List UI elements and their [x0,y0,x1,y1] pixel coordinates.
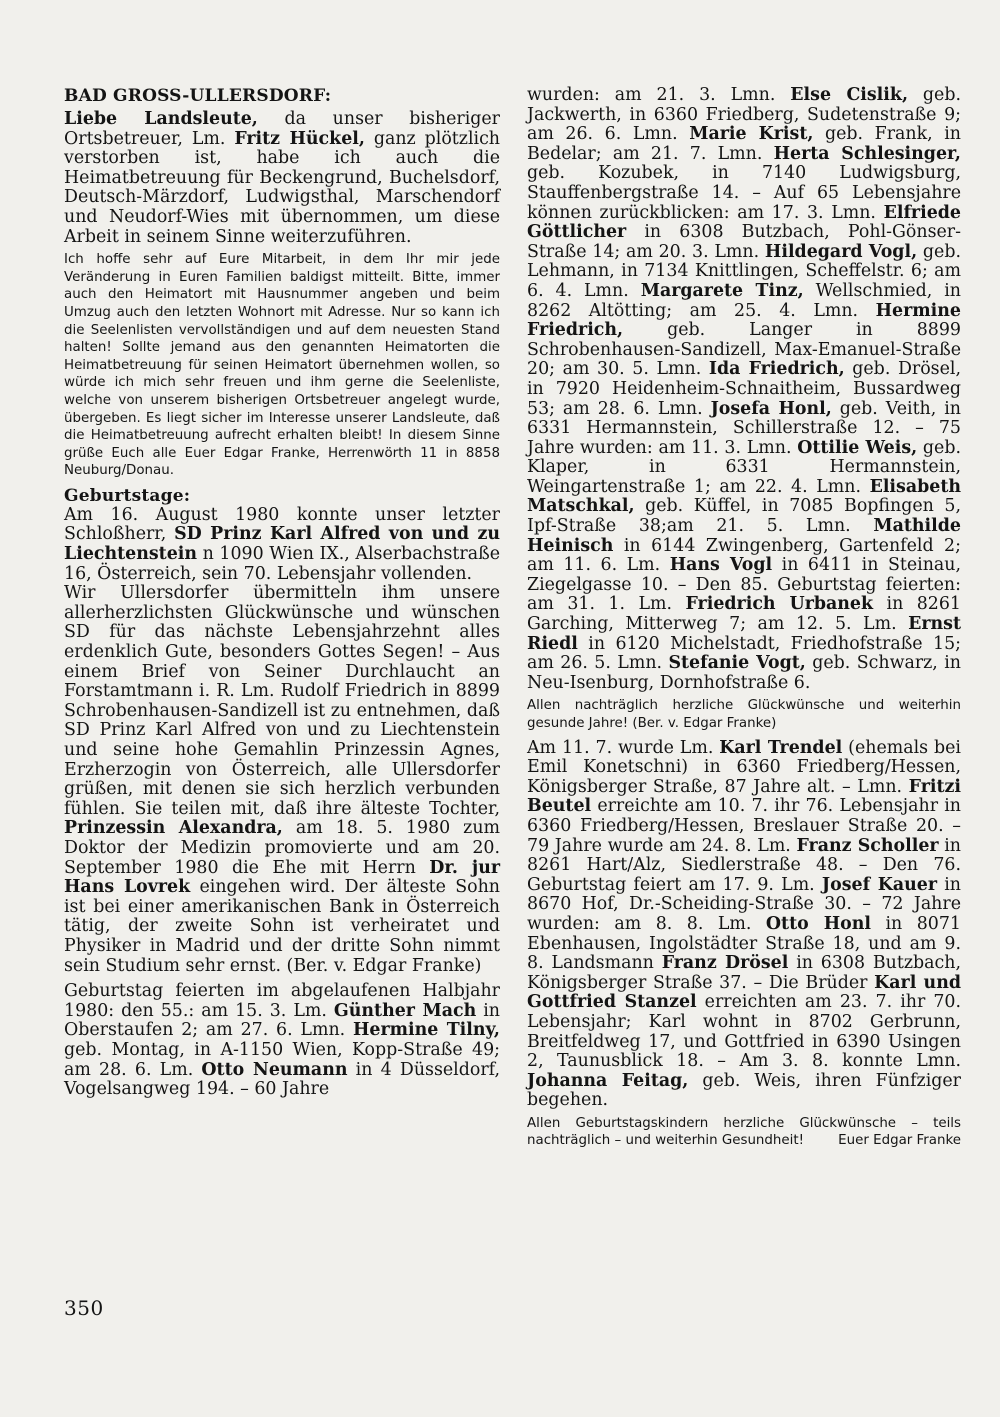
text-run: geb. Langer in 8899 Schrobenhausen-Sandizell, Max-Emanuel-Straße 20; am 30. 5. Lmn. [527,320,961,380]
text-run: geb. Lehmann, in 7134 Knittlingen, Scheffelstr. 6; am 6. 4. Lmn. [527,241,961,301]
name-bold: Josefa Honl, [710,398,832,419]
text-run: in Oberstaufen 2; am 27. 6. Lmn. [64,1000,500,1041]
page-number: 350 [64,1296,104,1320]
name-bold: Johanna Feitag, [527,1070,689,1091]
closing-note [527,1115,961,1150]
birthday-list-paragraph-2 [527,739,961,1111]
name-bold: Karl und Gottfried Stanzel [527,972,961,1013]
text-run: in 8261 Garching, Mitterweg 7; am 12. 5. Lm. [527,594,962,635]
text-run: Wir Ullersdorfer übermitteln ihm unsere allerherzlichsten Glückwünsche und wünschen SD für das nächste Lebensjahrzehnt alles erdenklich Gute, besonders Gottes Segen! – Aus einem Brief von Seiner Durchlaucht an Forstamtmann i. R. Lm. Rudolf Friedrich in 8899 Schrobenhausen-Sandizell ist zu entnehmen, daß SD Prinz Karl Alfred von und zu Liechtenstein und seine hohe Gemahlin Prinzessin Agnes, Erzherzogin von Österreich, alle Ullersdorfer grüßen, mit denen sie sich herzlich verbunden fühlen. Sie teilen mit, daß ihre älteste Tochter, [64,583,500,819]
name-bold: Franz Drösel [661,953,789,974]
text-run: in 8670 Hof, Dr.-Scheiding-Straße 30. – 72 Jahre wurden: am 8. 8. Lm. [527,874,961,934]
left-column [64,86,500,1100]
name-bold: Hermine Friedrich, [527,300,961,341]
text-run: ganz plötzlich verstorben ist, habe ich auch die Heimatbetreuung für Beckengrund, Buchelsdorf, Deutsch-Märzdorf, Ludwigsthal, Marschendorf und Neudorf-Wies mit übernommen, um diese Arbeit in seinem Sinne weiterzuführen. [64,128,501,247]
text-run: geb. Schwarz, in Neu-Isenburg, Dornhofstraße 6. [527,653,961,693]
name-bold: Karl Trendel [719,737,843,758]
text-run: eingehen wird. Der älteste Sohn ist bei einer amerikanischen Bank in Österreich tätig, der zweite Sohn ist verheiratet und Physiker in Madrid und der dritte Sohn nimmt sein Studium sehr ernst. (Ber. v. Edgar Franke) [64,877,500,976]
text-run: n 1090 Wien IX., Alserbachstraße 16, Österreich, sein 70. Lebensjahr vollenden. [64,544,500,584]
signature: Euer Edgar Franke [838,1133,961,1149]
text-run: am 18. 5. 1980 zum Doktor der Medizin promovierte und am 20. September 1980 die Ehe mit Herrn [64,818,501,878]
text-run: wurden: am 21. 3. Lmn. [527,85,791,105]
text-run: geb. Veith, in 6331 Hermannstein, Schillerstraße 12. – 75 Jahre wurden: am 11. 3. Lmn. [527,398,961,458]
text-run: (ehemals bei Emil Konetschni) in 6360 Friedberg/Hessen, Königsberger Straße, 87 Jahre alt. – Lmn. [527,737,961,797]
name-bold: Friedrich Urbanek [685,594,874,615]
text-run: geb. Jackwerth, in 6360 Friedberg, Sudetenstraße 9; am 26. 6. Lmn. [527,85,962,145]
birthdays-heading: Geburtstage: [64,485,191,506]
name-bold: Dr. jur Hans Lovrek [64,857,500,898]
text-run: geb. Montag, in A-1150 Wien, Kopp-Straße 49; am 28. 6. Lm. [64,1039,500,1080]
name-bold: Ernst Riedl [527,614,961,654]
name-bold: SD Prinz Karl Alfred von und zu Liechtenstein [64,524,500,565]
congratulations-note: Allen nachträglich herzliche Glückwünsche und weiterhin gesunde Jahre! (Ber. v. Edgar Franke) [527,698,961,731]
name-bold: Margarete Tinz, [640,280,804,301]
prince-greetings-paragraph [64,584,500,976]
text-run: in 6411 in Steinau, Ziegelgasse 10. – Den 85. Geburtstag feierten: am 31. 1. Lm. [527,555,961,615]
text-run: in 8261 Hart/Alz, Siedlerstraße 48. – Den 76. Geburtstag feiert am 17. 9. Lm. [527,835,961,895]
name-bold: Mathilde Heinisch [527,516,961,556]
name-bold: Ida Friedrich, [708,359,845,380]
text-run: geb. Kozubek, in 7140 Ludwigsburg, Stauffenbergstraße 14. – Auf 65 Lebensjahre können zurückblicken: am 17. 3. Lmn. [527,163,961,223]
name-bold: Prinzessin Alexandra, [64,818,283,839]
name-bold: Otto Honl [765,913,872,934]
section-heading: BAD GROSS-ULLERSDORF: [64,86,332,106]
name-bold: Otto Neumann [201,1059,348,1080]
name-bold: Elisabeth Matschkal, [527,476,961,517]
appeal-paragraph: Ich hoffe sehr auf Eure Mitarbeit, in dem Ihr mir jede Veränderung in Euren Familien baldigst mitteilt. Bitte, immer auch den Heimatort mit Hausnummer angeben und beim Umzug auch den letzten Wohnort mit Adresse. Nur so kann ich die Seelenlisten vervollständigen und auf dem neuesten Stand halten! Sollte jemand aus den genannten Heimatorten die Heimatbetreuung für seinen Heimatort übernehmen wollen, so würde ich mich sehr freuen und ihm gerne die Seelenliste, welche von unserem bisherigen Ortsbetreuer angelegt wurde, übergeben. Es liegt sicher im Interesse unserer Landsleute, daß die Heimatbetreuung aufrecht erhalten bleibt! In diesem Sinne grüße Euch alle Euer Edgar Franke, Herrenwörth 11 in 8858 Neuburg/Donau. [64,252,500,479]
text-run: in 6144 Zwingenberg, Gartenfeld 2; am 11. 6. Lm. [527,535,961,576]
name-bold: Ottilie Weis, [797,437,918,458]
text-run: geb. Drösel, in 7920 Heidenheim-Schnaitheim, Bussardweg 53; am 28. 6. Lmn. [527,359,961,419]
name-bold: Stefanie Vogt, [668,653,806,674]
text-run: erreichten am 23. 7. ihr 70. Lebensjahr; Karl wohnt in 8702 Gerbrunn, Breitfeldweg 17, und Gottfried in 6390 Usingen 2, Taunusblick 18. – Am 3. 8. konnte Lmn. [527,992,961,1072]
text-run: Geburtstag feierten im abgelaufenen Halbjahr 1980: den 55.: am 15. 3. Lm. [64,981,500,1021]
closing-note-text: Allen Geburtstagskindern herzliche Glückwünsche – teils nachträglich – und weiterhin Gesundheit! [527,1115,961,1149]
text-run: in 6308 Butzbach, Pohl-Gönser-Straße 14; am 20. 3. Lmn. [527,222,961,262]
text-run: Am 11. 7. wurde Lm. [527,737,720,758]
text-run: geb. Frank, in Bedelar; am 21. 7. Lmn. [527,124,961,164]
halfyear-birthdays-paragraph [64,982,500,1100]
name-bold: Herta Schlesinger, [773,143,961,164]
text-run: Wellschmied, in 8262 Altötting; am 25. 4. Lmn. [527,280,962,321]
name-bold: Elfriede Göttlicher [527,202,961,243]
text-run: geb. Küffel, in 7085 Bopfingen 5, Ipf-Straße 38;am 21. 5. Lmn. [527,496,961,537]
text-run: in 8071 Ebenhausen, Ingolstädter Straße 18, und am 9. 8. Landsmann [527,913,961,974]
name-bold: Günther Mach [333,1000,477,1021]
name-bold: Fritzi Beutel [527,776,961,817]
text-run: geb. Klaper, in 6331 Hermannstein, Weingartenstraße 1; am 22. 4. Lmn. [527,437,962,497]
name-bold: Liebe Landsleute, [64,109,258,129]
name-bold: Marie Krist, [689,124,814,145]
text-run: geb. Weis, ihren Fünfziger begehen. [527,1070,961,1111]
name-bold: Fritz Hückel, [234,128,365,149]
text-run: in 6120 Michelstadt, Friedhofstraße 15; am 26. 5. Lmn. [527,633,961,674]
text-run: erreichte am 10. 7. ihr 76. Lebensjahr in 6360 Friedberg/Hessen, Breslauer Straße 20. – 79 Jahre wurde am 24. 8. Lm. [527,796,961,856]
intro-paragraph [64,110,500,247]
name-bold: Hermine Tilny, [353,1020,500,1041]
right-column [527,86,961,1150]
name-bold: Else Cislik, [790,85,909,105]
text-run: in 6308 Butzbach, Königsberger Straße 37. – Die Brüder [527,953,961,993]
text-run: da unser bisheriger Ortsbetreuer, Lm. [64,109,500,149]
name-bold: Hildegard Vogl, [764,241,918,262]
name-bold: Franz Scholler [796,835,939,856]
name-bold: Hans Vogl [669,555,773,576]
prince-birthday-paragraph [64,506,500,584]
name-bold: Josef Kauer [821,874,938,895]
text-run: in 4 Düsseldorf, Vogelsangweg 194. – 60 Jahre [64,1059,500,1100]
birthday-list-paragraph [527,86,961,693]
text-run: Am 16. August 1980 konnte unser letzter Schloßherr, [64,504,500,545]
